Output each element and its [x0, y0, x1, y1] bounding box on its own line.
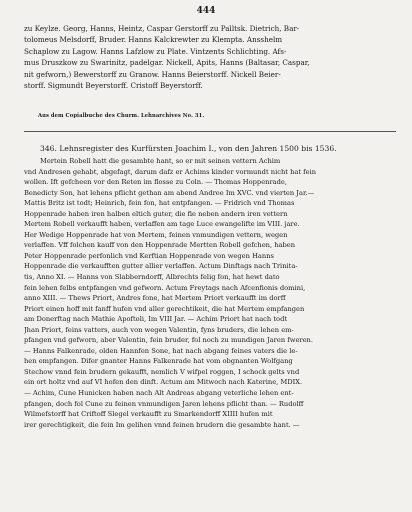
text-line: pfangen, doch fol Cune zu feinen vnmundigen Jaren lehens pflicht than. — Rudolff — [24, 399, 304, 408]
text-line: Stechow vnnd fein brudern gekaufft, nemlich V wifpel roggen, I schock gelts vnd — [24, 367, 300, 376]
text-line: tis, Anno XI. — Hanns von Slabberndorff, Albrechts felig fon, hat hewt dato — [24, 273, 280, 282]
text-line: storff. Sigmundt Beyerstorff. Cristoff Beyerstorff. — [24, 81, 203, 91]
section-heading: 346. Lehnsregister des Kurfürsten Joachim I., von den Jahren 1500 bis 1536. — [40, 144, 337, 153]
text-line: Her Wedige Hoppenrade hat von Mertem, feinen vnmundigen vettern, wegen — [24, 230, 288, 239]
text-line: wollen. Ift gefcheen vor den Reten im flosse zu Coln. — Thomas Hoppenrade, — [24, 178, 288, 187]
name-list-paragraph — [24, 23, 396, 91]
text-line: tolomeus Melsdorff, Bruder. Hanns Kalckrewter zu Klempta. Ansshelm — [24, 35, 283, 45]
text-line: Mattis Britz ist todt; Heinrich, fein fon, hat entpfangen. — Fridrich vnd Thomas — [24, 199, 295, 208]
text-line: — Hanns Falkenrade, olden Hannfen Sone, hat nach abgang feines vaters die le- — [24, 346, 298, 355]
text-line: Wilmefstorff hat Criftoff Slegel verkaufft zu Smarkendorff XIIII hufen mit — [24, 410, 273, 419]
text-line: hen empfangen. Difer gnanter Hanns Falkenrade hat vom obgnanten Wolfgang — [24, 357, 293, 366]
text-line: Hoppenrade die verkaufften gutter allier verlaffen. Actum Dinftags nach Trinita- — [24, 262, 298, 271]
text-line: Schaplow zu Lagow. Hanns Lafzlow zu Plate. Vintzents Schlichting. Afs- — [24, 46, 287, 56]
text-line: zu Keylze. Georg, Hanns, Heintz, Caspar Gerstorff zu Palltsk. Dietrich, Bar- — [24, 24, 300, 33]
text-line: Jhan Priort, feins vatters, auch von wegen Valentin, fyns bruders, die lehen em- — [24, 325, 294, 334]
text-line: Mertein Robell hatt die gesambte hant, so er mit seinen vettern Achim — [40, 157, 281, 165]
text-line: Priort einen hoff mit fanff hufen vnd aller gerechtikeit, die hat Mertem empfangen — [24, 304, 305, 313]
source-note: Aus dem Copialbuche des Churm. Lehnarchives No. 31. — [38, 113, 205, 119]
text-line: vnd Andresen gehabt, abgefagt, darum dafz er Achims kinder vormundt nicht hat fein — [24, 167, 317, 176]
text-line: irer gerechtigkeit, die fein Im gelihen vnnd feinen brudern die gesambte hant. — — [24, 420, 300, 429]
text-line: — Achim, Cune Hunicken haben nach Alt Andreas abgang veterliche lehen ent- — [24, 389, 294, 398]
text-line: am Donerftag nach Mathie Apoftoli, Im VIII Jar. — Achim Priort hat nach todt — [24, 315, 288, 324]
text-line: Benedicty Son, hat lehens pflicht gethan am abend Andree Im XVC. vnd vierten Jar.— — [24, 188, 315, 197]
page-number: 444 — [196, 6, 216, 16]
text-line: Mertem Robell verkaufft haben, verlaffen am tage Luce ewangelifte im VIII. jare. — [24, 220, 300, 229]
text-line: fein lehen felbs entpfangen vnd gefworn. Actum Freytags nach Afcenfionis domini, — [24, 283, 306, 292]
section-divider — [24, 131, 396, 132]
text-line: ein ort holtz vnd auf VI hofen den dinft. Actum am Mitwoch nach Katerine, MDIX. — [24, 378, 303, 387]
text-line: mus Druszkow zu Swarinitz, padelgar. Nickell, Apits, Hanns (Baltasar, Caspar, — [24, 58, 310, 68]
register-paragraph — [24, 156, 396, 430]
text-line: anno XIII. — Thews Priort, Andres fone, hat Mertem Priort verkaufft im dorff — [24, 294, 286, 303]
text-line: Peter Hoppenrade perfonlich vnd Kerftian Hoppenrade von wegen Hanns — [24, 251, 274, 260]
text-line: verlaffen. Vff folchen kauff von den Hoppenrade Mertten Robell gefchen, haben — [24, 241, 296, 250]
text-line: pfangen vnd gefworn, aber Valentin, fein bruder, fol noch zu mundigen Jaren fweren. — [24, 336, 313, 345]
text-line: nit gefworn,) Bewerstorff zu Granow. Hanns Beierstorff. Nickell Beier- — [24, 69, 281, 79]
text-line: Hoppenrade haben iren halben eltich guter, die fie neben andern iren vettern — [24, 209, 288, 218]
